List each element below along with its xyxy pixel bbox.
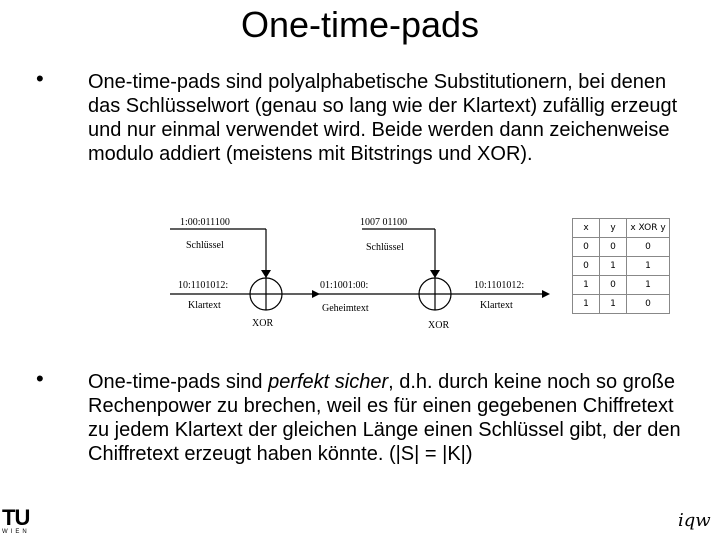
table-row <box>573 238 670 257</box>
xor-truth-table <box>572 218 670 314</box>
otp-diagram <box>170 208 560 338</box>
ciphertext-label: Geheimtext <box>322 303 369 314</box>
table-cell: 1 <box>573 276 600 295</box>
xor1-label: XOR <box>252 318 274 329</box>
table-cell: 1 <box>600 257 627 276</box>
table-row <box>573 276 670 295</box>
table-cell: 0 <box>600 276 627 295</box>
header-x: x <box>573 219 600 238</box>
plaintext2-label: Klartext <box>480 300 513 311</box>
table-cell: 1 <box>600 295 627 314</box>
plaintext1-label: Klartext <box>188 300 221 311</box>
key1-bits: 1:00:011100 <box>180 217 230 228</box>
key1-label: Schlüssel <box>186 240 224 251</box>
truth-table-header <box>573 219 670 238</box>
table-cell: 0 <box>627 295 670 314</box>
header-y: y <box>600 219 627 238</box>
table-cell: 1 <box>627 276 670 295</box>
paragraph-2-rest: , d.h. durch keine noch so große Rechenpower zu brechen, weil es für einen gegebenen Chiffretext zu jedem Klartext der gleichen Länge einen Schlüssel gibt, der den Chiffretext erzeugt haben könnte. (|S| = |K|) <box>88 371 681 465</box>
table-cell: 0 <box>573 257 600 276</box>
header-xor: x XOR y <box>627 219 670 238</box>
paragraph-2-emphasis: perfekt sicher <box>268 371 389 393</box>
slide-title: One-time-pads <box>240 4 480 45</box>
table-row <box>573 257 670 276</box>
table-cell: 0 <box>627 238 670 257</box>
table-cell: 1 <box>573 295 600 314</box>
plaintext2-bits: 10:1101012: <box>474 280 525 291</box>
key2-bits: 1007 01100 <box>360 217 408 228</box>
plaintext1-bits: 10:1101012: <box>178 280 229 291</box>
bullet-2: • <box>36 366 44 391</box>
table-cell: 0 <box>573 238 600 257</box>
tu-wien-logo <box>2 505 36 536</box>
paragraph-2-start: One-time-pads sind <box>88 371 269 393</box>
tu-logo-text: TU <box>2 505 30 530</box>
institute-logo: iqw <box>678 510 711 531</box>
ciphertext-bits: 01:1001:00: <box>320 280 369 291</box>
wien-logo-text: WIEN <box>2 529 30 535</box>
paragraph-2 <box>88 370 688 466</box>
table-row <box>573 295 670 314</box>
table-cell: 0 <box>600 238 627 257</box>
key2-label: Schlüssel <box>366 242 404 253</box>
bullet-1: • <box>36 66 44 91</box>
xor2-label: XOR <box>428 320 450 331</box>
paragraph-1: One-time-pads sind polyalphabetische Substitutionern, bei denen das Schlüsselwort (genau so lang wie der Klartext) zufällig erzeugt und nur einmal verwendet wird. Beide werden dann zeichenweise modulo addiert (meistens mit Bitstrings und XOR). <box>88 71 678 165</box>
table-cell: 1 <box>627 257 670 276</box>
